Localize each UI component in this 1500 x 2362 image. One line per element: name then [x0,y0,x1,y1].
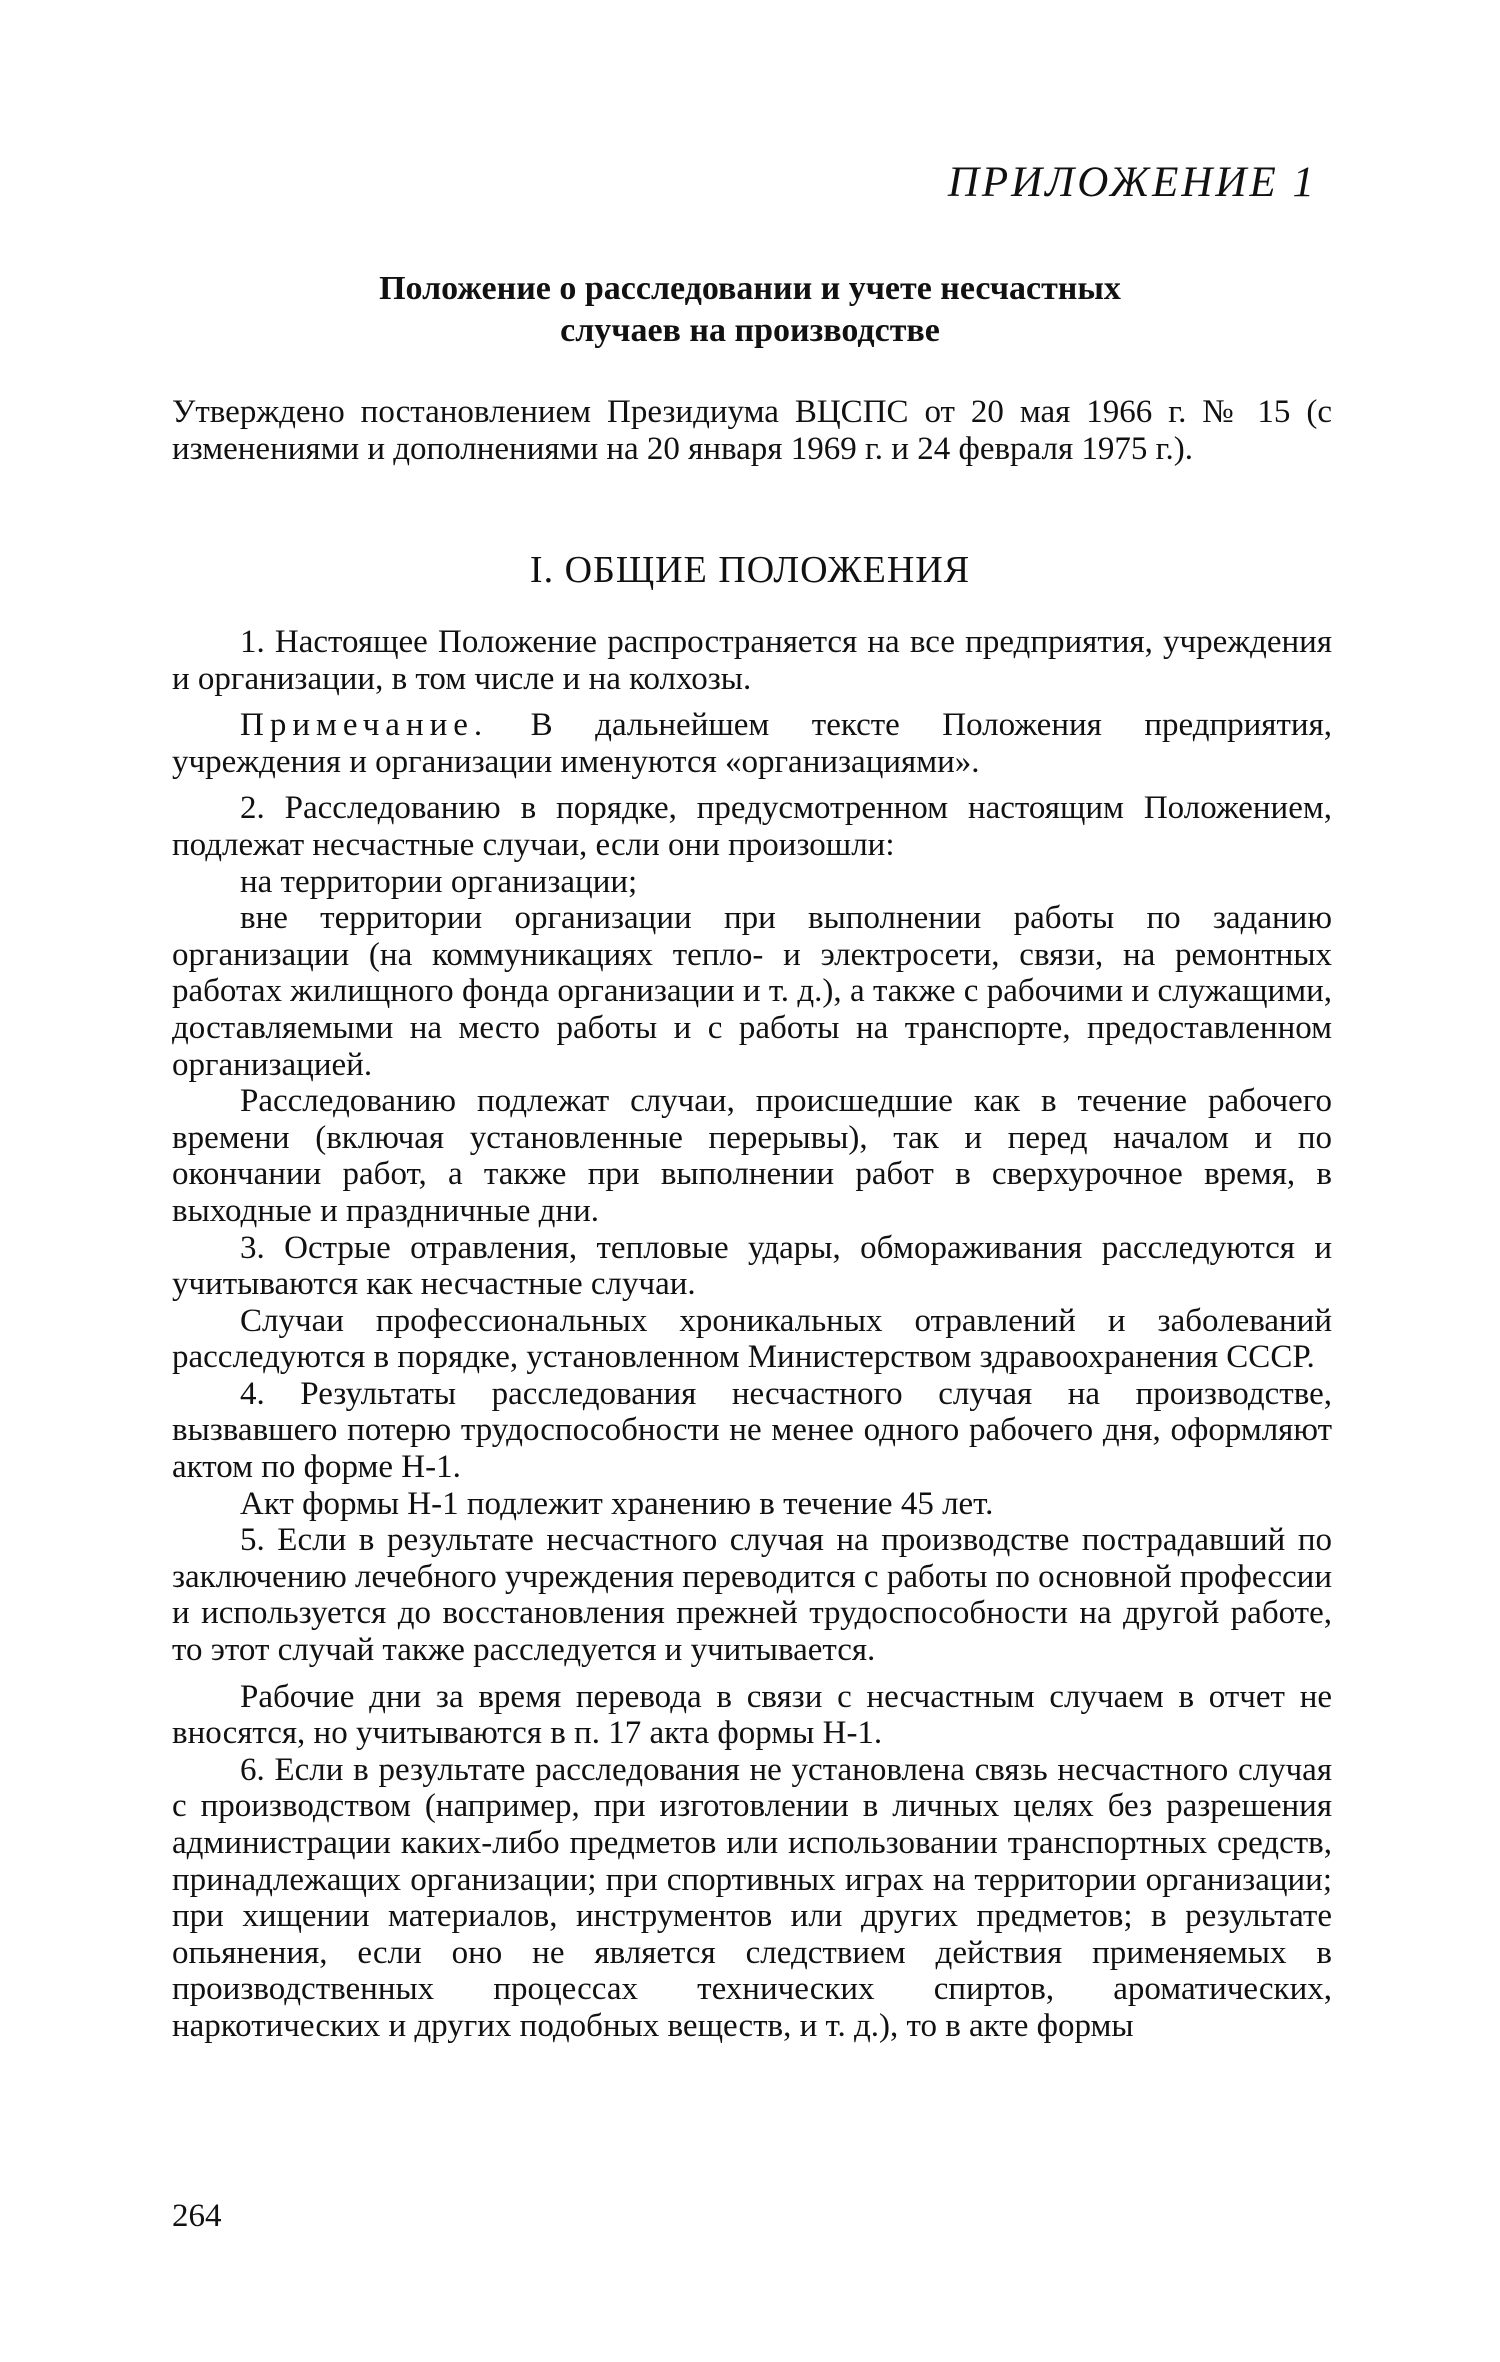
title-line-2: случаев на производстве [560,312,940,349]
paragraph-2c: Расследованию подлежат случаи, происшедшие как в течение рабочего времени (включая установленные перерывы), так и перед началом и по окончании работ, а также при выполнении работ в сверхурочное время, в выходные и праздничные дни. [172,1083,1332,1229]
paragraph-3a: Случаи профессиональных хроникальных отравлений и заболеваний расследуются в порядке, установленном Министерством здравоохранения СССР. [172,1302,1332,1376]
note-text: В дальнейшем тексте Положения предприятия, учреждения и организации именуются «организациями». [172,707,1332,780]
note-label: Примечание. [240,707,489,744]
appendix-label: ПРИЛОЖЕНИЕ 1 [947,159,1317,206]
document-title [0,268,1500,352]
paragraph-2a: на территории организации; [240,863,638,900]
note-paragraph [172,707,1332,780]
paragraph-5a: Рабочие дни за время перевода в связи с несчастным случаем в отчет не вносятся, но учитываются в п. 17 акта формы Н-1. [172,1678,1332,1752]
section-heading: I. ОБЩИЕ ПОЛОЖЕНИЯ [529,549,971,591]
body-text [172,624,1332,2045]
paragraph-5: 5. Если в результате несчастного случая на производстве пострадавший по заключению лечебного учреждения переводится с работы по основной профессии и используется до восстановления прежней трудоспособности на другой работе, то этот случай также расследуется и учитывается. [172,1522,1332,1669]
paragraph-1: 1. Настоящее Положение распространяется на все предприятия, учреждения и организации, в том числе и на колхозы. [172,624,1332,697]
title-line-1: Положение о расследовании и учете несчастных [379,270,1121,307]
paragraph-4: 4. Результаты расследования несчастного случая на производстве, вызвавшего потерю трудоспособности не менее одного рабочего дня, оформляют актом по форме Н-1. [172,1375,1332,1486]
approval-note-block [172,394,1332,467]
paragraph-3: 3. Острые отравления, тепловые удары, обмораживания расследуются и учитываются как несчастные случаи. [172,1229,1332,1303]
paragraph-6: 6. Если в результате расследования не установлена связь несчастного случая с производством (например, при изготовлении в личных целях без разрешения администрации каких-либо предметов или использовании транспортных средств, принадлежащих организации; при спортивных играх на территории организации; при хищении материалов, инструментов или других предметов; в результате опьянения, если оно не является следствием действия применяемых в производственных процессах технических спиртов, ароматических, наркотических и других подобных веществ, и т. д.), то в акте формы [172,1751,1332,2044]
page-number: 264 [172,2198,222,2234]
paragraph-2b: вне территории организации при выполнении работы по заданию организации (на коммуникациях тепло- и электросети, связи, на ремонтных работах жилищного фонда организации и т. д.), а также с рабочими и служащими, доставляемыми на место работы и с работы на транспорте, предоставленном организацией. [172,900,1332,1083]
approval-note: Утверждено постановлением Президиума ВЦСПС от 20 мая 1966 г. № 15 (с изменениями и дополнениями на 20 января 1969 г. и 24 февраля 1975 г.). [172,394,1332,467]
paragraph-2: 2. Расследованию в порядке, предусмотренном настоящим Положением, подлежат несчастные случаи, если они произошли: [172,790,1332,863]
paragraph-4a: Акт формы Н-1 подлежит хранению в течение 45 лет. [240,1485,994,1522]
